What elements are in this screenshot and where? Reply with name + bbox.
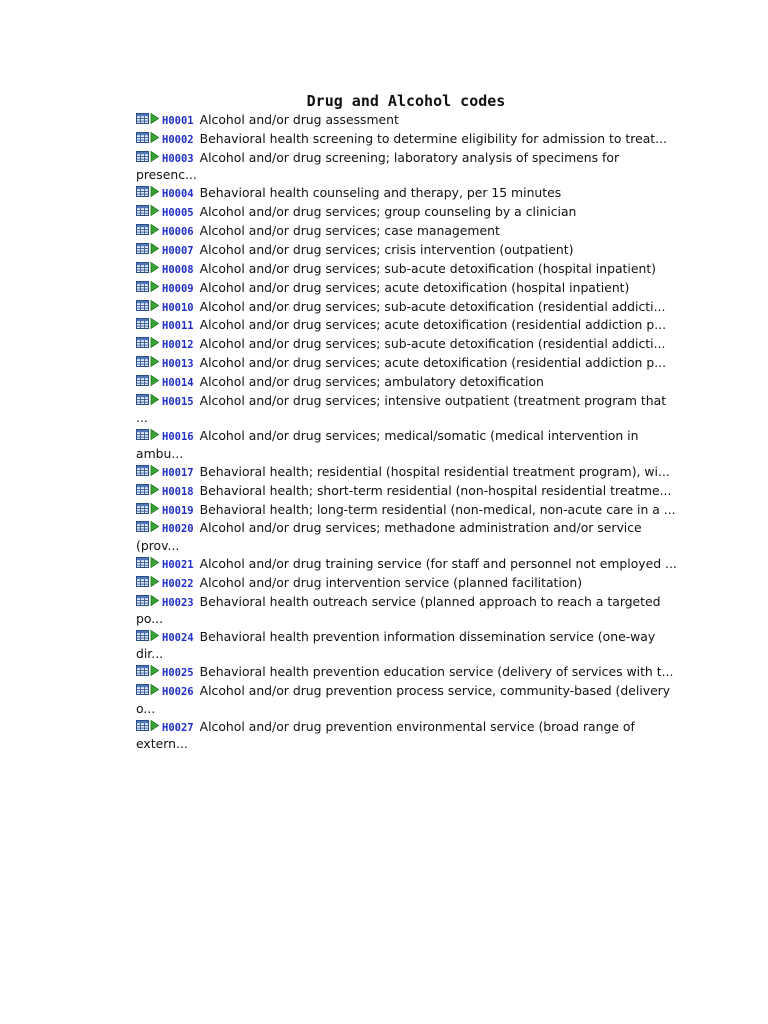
- green-arrow-icon[interactable]: [150, 720, 159, 731]
- table-grid-icon[interactable]: [136, 224, 149, 235]
- row-icons: [136, 224, 159, 241]
- row-icons: [136, 262, 159, 279]
- code-list-item-h0027: [136, 719, 681, 753]
- code-list-item-h0009: [136, 280, 681, 298]
- code-link[interactable]: H0005: [162, 207, 194, 220]
- code-description: Behavioral health; long-term residential (non-medical, non-acute care in a ...: [199, 501, 676, 517]
- code-link[interactable]: H0009: [162, 282, 194, 295]
- code-list-item-h0004: [136, 185, 681, 203]
- row-icons: [136, 465, 159, 482]
- code-link[interactable]: H0008: [162, 263, 194, 276]
- table-grid-icon[interactable]: [136, 720, 149, 731]
- green-arrow-icon[interactable]: [150, 318, 159, 329]
- code-list: [136, 112, 681, 754]
- code-link[interactable]: H0023: [162, 596, 194, 609]
- code-description: Behavioral health counseling and therapy, per 15 minutes: [199, 185, 562, 201]
- code-description: Behavioral health prevention education service (delivery of services with t...: [199, 664, 674, 680]
- green-arrow-icon[interactable]: [150, 262, 159, 273]
- row-icons: [136, 484, 159, 501]
- table-grid-icon[interactable]: [136, 300, 149, 311]
- table-grid-icon[interactable]: [136, 243, 149, 254]
- code-description: Alcohol and/or drug services; acute detoxification (residential addiction p...: [199, 355, 667, 371]
- table-grid-icon[interactable]: [136, 281, 149, 292]
- row-icons: [136, 576, 159, 593]
- table-grid-icon[interactable]: [136, 665, 149, 676]
- code-link[interactable]: H0024: [162, 631, 194, 644]
- code-link[interactable]: H0019: [162, 504, 194, 517]
- code-list-item-h0007: [136, 242, 681, 260]
- code-link[interactable]: H0025: [162, 667, 194, 680]
- row-icons: [136, 151, 159, 168]
- code-description: Alcohol and/or drug services; crisis intervention (outpatient): [199, 241, 574, 257]
- code-link[interactable]: H0001: [162, 115, 194, 127]
- table-grid-icon[interactable]: [136, 394, 149, 405]
- code-description: Alcohol and/or drug services; sub-acute detoxification (hospital inpatient): [199, 260, 657, 276]
- row-icons: [136, 300, 159, 317]
- code-list-item-h0008: [136, 261, 681, 279]
- code-description: Alcohol and/or drug services; acute detoxification (hospital inpatient): [199, 279, 630, 295]
- green-arrow-icon[interactable]: [150, 665, 159, 676]
- green-arrow-icon[interactable]: [150, 684, 159, 695]
- code-description: Behavioral health outreach service (planned approach to reach a targeted po...: [136, 593, 661, 627]
- row-icons: [136, 132, 159, 149]
- code-description: Behavioral health; residential (hospital residential treatment program), wi...: [199, 463, 670, 479]
- table-grid-icon[interactable]: [136, 186, 149, 197]
- green-arrow-icon[interactable]: [150, 557, 159, 568]
- green-arrow-icon[interactable]: [150, 394, 159, 405]
- code-link[interactable]: H0012: [162, 339, 194, 352]
- row-icons: [136, 281, 159, 298]
- code-link[interactable]: H0003: [162, 152, 194, 165]
- green-arrow-icon[interactable]: [150, 281, 159, 292]
- code-list-item-h0016: [136, 428, 681, 462]
- code-list-item-h0001: [136, 112, 681, 130]
- row-icons: [136, 595, 159, 612]
- row-icons: [136, 503, 159, 520]
- code-list-item-h0017: [136, 464, 681, 482]
- green-arrow-icon[interactable]: [150, 337, 159, 348]
- code-link[interactable]: H0016: [162, 431, 194, 444]
- green-arrow-icon[interactable]: [150, 375, 159, 386]
- row-icons: [136, 665, 159, 682]
- row-icons: [136, 318, 159, 335]
- green-arrow-icon[interactable]: [150, 429, 159, 440]
- code-description: Alcohol and/or drug services; acute detoxification (residential addiction p...: [199, 317, 667, 333]
- table-grid-icon[interactable]: [136, 337, 149, 348]
- code-list-item-h0025: [136, 664, 681, 682]
- green-arrow-icon[interactable]: [150, 356, 159, 367]
- code-link[interactable]: H0022: [162, 577, 194, 590]
- code-list-item-h0013: [136, 355, 681, 373]
- table-grid-icon[interactable]: [136, 151, 149, 162]
- code-link[interactable]: H0007: [162, 244, 194, 257]
- code-list-item-h0019: [136, 502, 681, 520]
- table-grid-icon[interactable]: [136, 484, 149, 495]
- code-list-item-h0024: [136, 629, 681, 663]
- code-link[interactable]: H0018: [162, 485, 194, 498]
- code-description: Alcohol and/or drug screening; laboratory analysis of specimens for presenc...: [136, 149, 620, 183]
- code-link[interactable]: H0021: [162, 558, 194, 571]
- green-arrow-icon[interactable]: [150, 113, 159, 124]
- green-arrow-icon[interactable]: [150, 205, 159, 216]
- code-description: Alcohol and/or drug assessment: [199, 112, 399, 127]
- code-list-item-h0005: [136, 204, 681, 222]
- green-arrow-icon[interactable]: [150, 186, 159, 197]
- code-list-item-h0026: [136, 683, 681, 717]
- row-icons: [136, 720, 159, 737]
- code-description: Alcohol and/or drug services; methadone administration and/or service (prov...: [136, 520, 642, 553]
- table-grid-icon[interactable]: [136, 684, 149, 695]
- row-icons: [136, 429, 159, 446]
- table-grid-icon[interactable]: [136, 503, 149, 514]
- table-grid-icon[interactable]: [136, 132, 149, 143]
- code-description: Alcohol and/or drug services; medical/somatic (medical intervention in ambu...: [136, 428, 639, 461]
- row-icons: [136, 186, 159, 203]
- green-arrow-icon[interactable]: [150, 503, 159, 514]
- code-description: Alcohol and/or drug services; case management: [199, 222, 500, 238]
- code-list-item-h0014: [136, 374, 681, 392]
- code-description: Alcohol and/or drug intervention service (planned facilitation): [199, 574, 583, 590]
- table-grid-icon[interactable]: [136, 521, 149, 532]
- code-list-item-h0006: [136, 223, 681, 241]
- code-list-item-h0022: [136, 575, 681, 593]
- code-link[interactable]: H0015: [162, 395, 194, 408]
- table-grid-icon[interactable]: [136, 262, 149, 273]
- code-description: Alcohol and/or drug training service (for staff and personnel not employed ...: [199, 555, 677, 571]
- code-link[interactable]: H0027: [162, 721, 194, 734]
- table-grid-icon[interactable]: [136, 375, 149, 386]
- table-grid-icon[interactable]: [136, 318, 149, 329]
- code-list-item-h0021: [136, 556, 681, 574]
- code-link[interactable]: H0011: [162, 320, 194, 333]
- table-grid-icon[interactable]: [136, 429, 149, 440]
- row-icons: [136, 630, 159, 647]
- row-icons: [136, 356, 159, 373]
- code-list-item-h0011: [136, 317, 681, 335]
- row-icons: [136, 521, 159, 538]
- row-icons: [136, 337, 159, 354]
- table-grid-icon[interactable]: [136, 356, 149, 367]
- code-link[interactable]: H0006: [162, 225, 194, 238]
- code-link[interactable]: H0013: [162, 358, 194, 371]
- code-link[interactable]: H0010: [162, 301, 194, 314]
- code-description: Behavioral health prevention information dissemination service (one-way dir...: [136, 628, 656, 662]
- row-icons: [136, 243, 159, 260]
- green-arrow-icon[interactable]: [150, 595, 159, 606]
- row-icons: [136, 557, 159, 574]
- table-grid-icon[interactable]: [136, 465, 149, 476]
- code-list-item-h0012: [136, 336, 681, 354]
- green-arrow-icon[interactable]: [150, 151, 159, 162]
- code-list-item-h0015: [136, 393, 681, 427]
- row-icons: [136, 684, 159, 701]
- green-arrow-icon[interactable]: [150, 521, 159, 532]
- code-link[interactable]: H0026: [162, 686, 194, 699]
- green-arrow-icon[interactable]: [150, 630, 159, 641]
- green-arrow-icon[interactable]: [150, 243, 159, 254]
- code-description: Alcohol and/or drug services; intensive outpatient (treatment program that ...: [136, 392, 667, 426]
- table-grid-icon[interactable]: [136, 557, 149, 568]
- row-icons: [136, 394, 159, 411]
- page-title: Drug and Alcohol codes: [306, 92, 506, 110]
- code-link[interactable]: H0002: [162, 133, 194, 146]
- green-arrow-icon[interactable]: [150, 300, 159, 311]
- green-arrow-icon[interactable]: [150, 484, 159, 495]
- code-list-item-h0018: [136, 483, 681, 501]
- green-arrow-icon[interactable]: [150, 465, 159, 476]
- table-grid-icon[interactable]: [136, 205, 149, 216]
- code-link[interactable]: H0014: [162, 377, 194, 390]
- code-link[interactable]: H0017: [162, 466, 194, 479]
- green-arrow-icon[interactable]: [150, 576, 159, 587]
- code-description: Alcohol and/or drug services; group counseling by a clinician: [199, 204, 577, 220]
- code-description: Behavioral health screening to determine eligibility for admission to treat...: [199, 130, 667, 146]
- code-description: Alcohol and/or drug services; sub-acute detoxification (residential addicti...: [199, 298, 666, 314]
- table-grid-icon[interactable]: [136, 576, 149, 587]
- green-arrow-icon[interactable]: [150, 132, 159, 143]
- green-arrow-icon[interactable]: [150, 224, 159, 235]
- code-link[interactable]: H0004: [162, 188, 194, 201]
- row-icons: [136, 113, 159, 130]
- code-description: Alcohol and/or drug services; ambulatory detoxification: [199, 374, 544, 390]
- table-grid-icon[interactable]: [136, 113, 149, 124]
- row-icons: [136, 205, 159, 222]
- table-grid-icon[interactable]: [136, 630, 149, 641]
- code-description: Alcohol and/or drug prevention environmental service (broad range of extern...: [136, 718, 635, 752]
- code-description: Alcohol and/or drug prevention process service, community-based (delivery o...: [136, 683, 671, 716]
- code-description: Behavioral health; short-term residential (non-hospital residential treatme...: [199, 482, 672, 498]
- code-list-item-h0002: [136, 131, 681, 149]
- code-description: Alcohol and/or drug services; sub-acute detoxification (residential addicti...: [199, 336, 666, 352]
- code-list-item-h0023: [136, 594, 681, 628]
- table-grid-icon[interactable]: [136, 595, 149, 606]
- code-list-item-h0020: [136, 520, 681, 554]
- code-list-item-h0003: [136, 150, 681, 184]
- row-icons: [136, 375, 159, 392]
- code-list-item-h0010: [136, 299, 681, 317]
- code-link[interactable]: H0020: [162, 523, 194, 536]
